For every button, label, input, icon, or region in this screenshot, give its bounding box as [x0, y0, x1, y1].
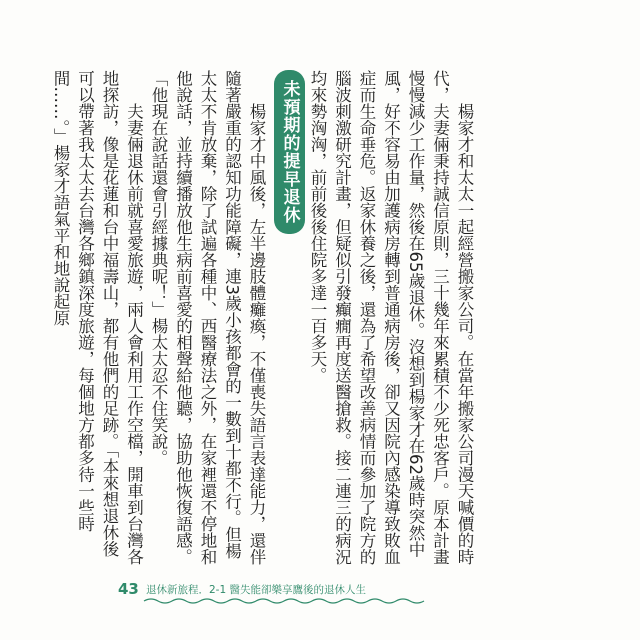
running-header: 退休新旅程．2-1 醫失能卻樂享鷹後的退休人生 [146, 584, 366, 596]
paragraph-1: 楊家才和太太一起經營搬家公司。在當年搬家公司漫天喊價的時代，夫妻倆秉持誠信原則，三十幾年來累積不少死忠客戶。原本計畫慢慢減少工作量，然後在65歲退休。沒想到楊家才在62歲時突然中風，好不容易由加護病房轉到普通病房後，卻又因院內感染導致敗血症而生命垂危。返家休養之後，還為了希望改善病情而參加了院方的腦波刺激研究計畫，但疑似引發癲癇再度送醫搶救。接二連三的病況均來勢洶洶，前前後後住院多達一百多天。 [308, 70, 474, 565]
wave-decoration-icon [144, 597, 434, 605]
paragraph-3: 夫妻倆退休前就喜愛旅遊，兩人會利用工作空檔，開車到台灣各地探訪，像是花蓮和台中福壽山，都有他們的足跡。「本來想退休後可以帶著我太太去台灣各鄉鎮深度旅遊，每個地方都多待一些時間……。」楊家才語氣平和地說起原 [51, 70, 144, 565]
paragraph-2: 楊家才中風後，左半邊肢體癱瘓，不僅喪失語言表達能力，還伴隨著嚴重的認知功能障礙，連3歲小孩都會的一數到十都不行。但楊太太不肯放棄，除了試遍各種中、西醫療法之外，在家裡還不停地和他說話，並持續播放他生病前喜愛的相聲給他聽，協助他恢復語感。「他現在說話還會引經據典呢！」楊太太忍不住笑說。 [149, 70, 266, 565]
body-text-column [51, 70, 476, 570]
page-footer [118, 578, 518, 608]
page-number: 43 [118, 580, 139, 598]
section-title-badge: 未預期的提早退休 [274, 70, 305, 234]
